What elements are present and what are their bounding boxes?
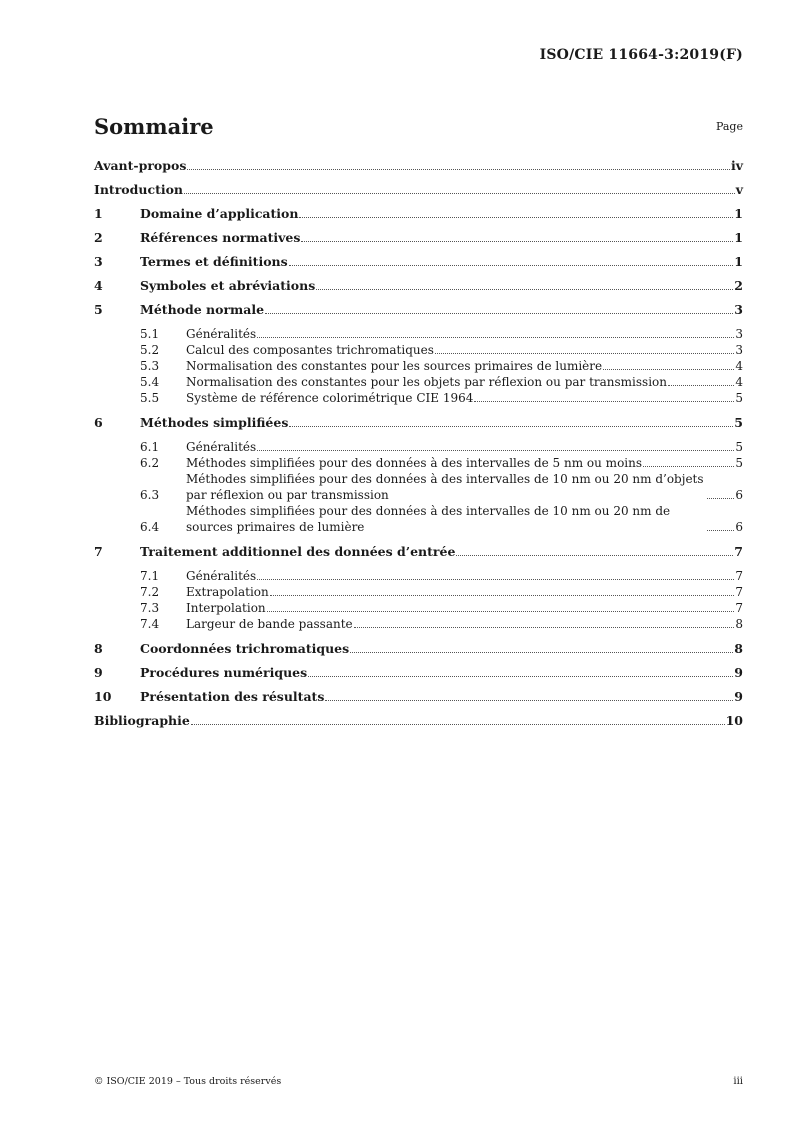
toc-entry-title: Calcul des composantes trichromatiques [186, 343, 434, 357]
toc-entry-page: iv [730, 158, 743, 173]
toc-leader-dots [191, 724, 725, 725]
toc-leader-dots [308, 676, 733, 677]
toc-entry-number: 7.2 [140, 585, 160, 599]
toc-leader-dots [289, 265, 734, 266]
footer-copyright: © ISO/CIE 2019 – Tous droits réservés [94, 1076, 282, 1087]
toc-entry-title: Méthodes simplifiées pour des données à des intervalles de 10 nm ou 20 nm d’objets par réflexion ou par transmission [186, 472, 704, 502]
toc-entry-number: 4 [94, 278, 103, 293]
toc-entry-title: Méthode normale [140, 302, 265, 317]
toc-entry-page: 7 [734, 544, 743, 559]
toc-entry[interactable] [94, 182, 743, 198]
toc-entry-page: 6 [735, 520, 743, 534]
toc-leader-dots [257, 579, 734, 580]
toc-entry[interactable] [94, 358, 743, 374]
toc-entry-title: Système de référence colorimétrique CIE 1964 [186, 391, 474, 405]
toc-entry-number: 5.4 [140, 375, 160, 389]
toc-entry-title: Largeur de bande passante [186, 617, 353, 631]
toc-leader-dots [289, 426, 733, 427]
toc-entry-page: 8 [734, 641, 743, 656]
toc-entry-number: 8 [94, 641, 103, 656]
toc-leader-dots [187, 169, 730, 170]
toc-entry-number: 7.3 [140, 601, 160, 615]
toc-entry-page: 1 [734, 230, 743, 245]
toc-entry-page: 5 [735, 456, 743, 470]
toc-entry-title: Introduction [94, 182, 184, 197]
toc-entry[interactable] [94, 471, 743, 503]
toc-entry[interactable] [94, 326, 743, 342]
toc-heading: Sommaire [94, 114, 214, 139]
toc-leader-dots [350, 652, 733, 653]
toc-entry-page: 3 [735, 343, 743, 357]
toc-entry-title: Normalisation des constantes pour les sources primaires de lumière [186, 359, 603, 373]
toc-leader-dots [354, 627, 735, 628]
toc-entry[interactable] [94, 713, 743, 729]
toc-entry-page: 8 [735, 617, 743, 631]
toc-entry[interactable] [94, 439, 743, 455]
toc-entry-title: Bibliographie [94, 713, 190, 728]
toc-entry-title: Méthodes simplifiées pour des données à des intervalles de 10 nm ou 20 nm de sources primaires de lumière [186, 504, 671, 534]
toc-entry[interactable] [94, 689, 743, 705]
toc-entry-title: Domaine d’application [140, 206, 299, 221]
toc-entry-number: 7.1 [140, 569, 160, 583]
toc-entry-title: Généralités [186, 440, 257, 454]
toc-entry-number: 10 [94, 689, 112, 704]
toc-entry-page: 7 [735, 569, 743, 583]
toc-leader-dots [257, 337, 734, 338]
footer-page-number: iii [733, 1076, 743, 1087]
toc-entry-title: Présentation des résultats [140, 689, 325, 704]
toc-entry-page: 10 [725, 713, 743, 728]
toc-leader-dots [184, 193, 735, 194]
toc-entry-title: Avant-propos [94, 158, 187, 173]
toc-entry-page: 2 [734, 278, 743, 293]
toc-entry-number: 1 [94, 206, 103, 221]
toc-entry-number: 5 [94, 302, 103, 317]
toc-leader-dots [474, 401, 734, 402]
toc-entry-page: 5 [734, 415, 743, 430]
toc-entry[interactable] [94, 302, 743, 318]
toc-entry-title: Traitement additionnel des données d’entrée [140, 544, 456, 559]
toc-entry-title: Méthodes simplifiées pour des données à des intervalles de 5 nm ou moins [186, 456, 643, 470]
toc-entry[interactable] [94, 415, 743, 431]
toc-entry[interactable] [94, 641, 743, 657]
page-column-label: Page [715, 120, 743, 133]
toc-entry-number: 6.1 [140, 440, 160, 454]
toc-leader-dots [325, 700, 733, 701]
toc-leader-dots [265, 313, 733, 314]
toc-entry[interactable] [94, 278, 743, 294]
toc-entry[interactable] [94, 544, 743, 560]
toc-entry-page: v [735, 182, 743, 197]
toc-entry[interactable] [94, 600, 743, 616]
toc-leader-dots [643, 466, 734, 467]
toc-entry[interactable] [94, 230, 743, 246]
toc-entry-number: 7 [94, 544, 103, 559]
toc-entry-title: Généralités [186, 569, 257, 583]
toc-entry-number: 7.4 [140, 617, 160, 631]
toc-entry-page: 7 [735, 585, 743, 599]
toc-entry-page: 9 [734, 689, 743, 704]
toc-leader-dots [603, 369, 734, 370]
toc-entry-page: 7 [735, 601, 743, 615]
toc-entry-number: 6.2 [140, 456, 160, 470]
document-id: ISO/CIE 11664-3:2019(F) [539, 47, 743, 63]
toc-entry-number: 6.4 [140, 520, 160, 534]
toc-entry-number: 2 [94, 230, 103, 245]
toc-entry[interactable] [94, 584, 743, 600]
toc-entry-title: Normalisation des constantes pour les objets par réflexion ou par transmission [186, 375, 668, 389]
toc-entry-page: 5 [735, 440, 743, 454]
toc-entry-page: 5 [735, 391, 743, 405]
toc-entry-title: Généralités [186, 327, 257, 341]
toc-entry-title: Termes et définitions [140, 254, 288, 269]
toc-entry-page: 9 [734, 665, 743, 680]
toc-entry[interactable] [94, 568, 743, 584]
toc-entry-number: 6.3 [140, 488, 160, 502]
toc-entry[interactable] [94, 158, 743, 174]
toc-entry[interactable] [94, 374, 743, 390]
toc-entry-title: Méthodes simplifiées [140, 415, 289, 430]
toc-entry-page: 1 [734, 254, 743, 269]
toc-leader-dots [257, 450, 734, 451]
toc-entry-page: 4 [735, 375, 743, 389]
toc-entry-number: 5.3 [140, 359, 160, 373]
toc-entry-page: 1 [734, 206, 743, 221]
toc-entry-number: 5.2 [140, 343, 160, 357]
toc-leader-dots [435, 353, 734, 354]
toc-entry-number: 6 [94, 415, 103, 430]
toc-entry-number: 3 [94, 254, 103, 269]
toc-entry[interactable] [94, 455, 743, 471]
toc-entry-title: Procédures numériques [140, 665, 308, 680]
toc-leader-dots [270, 595, 735, 596]
toc-leader-dots [316, 289, 733, 290]
toc-entry-number: 5.5 [140, 391, 160, 405]
toc-entry[interactable] [94, 206, 743, 222]
toc-leader-dots [707, 530, 734, 531]
toc-leader-dots [301, 241, 733, 242]
toc-entry[interactable] [94, 503, 743, 535]
toc-entry-number: 9 [94, 665, 103, 680]
toc-entry[interactable] [94, 665, 743, 681]
toc-entry-title: Coordonnées trichromatiques [140, 641, 350, 656]
toc-leader-dots [299, 217, 733, 218]
toc-entry[interactable] [94, 254, 743, 270]
toc-entry-page: 3 [735, 327, 743, 341]
table-of-contents [94, 158, 743, 737]
toc-entry-page: 6 [735, 488, 743, 502]
toc-entry[interactable] [94, 390, 743, 406]
toc-entry-title: Références normatives [140, 230, 301, 245]
toc-entry-page: 4 [735, 359, 743, 373]
toc-entry-title: Symboles et abréviations [140, 278, 316, 293]
toc-leader-dots [668, 385, 734, 386]
toc-entry-page: 3 [734, 302, 743, 317]
toc-leader-dots [267, 611, 735, 612]
toc-entry[interactable] [94, 342, 743, 358]
toc-entry-title: Extrapolation [186, 585, 269, 599]
toc-leader-dots [707, 498, 734, 499]
toc-entry-number: 5.1 [140, 327, 160, 341]
toc-entry[interactable] [94, 616, 743, 632]
toc-leader-dots [456, 555, 733, 556]
toc-entry-title: Interpolation [186, 601, 266, 615]
